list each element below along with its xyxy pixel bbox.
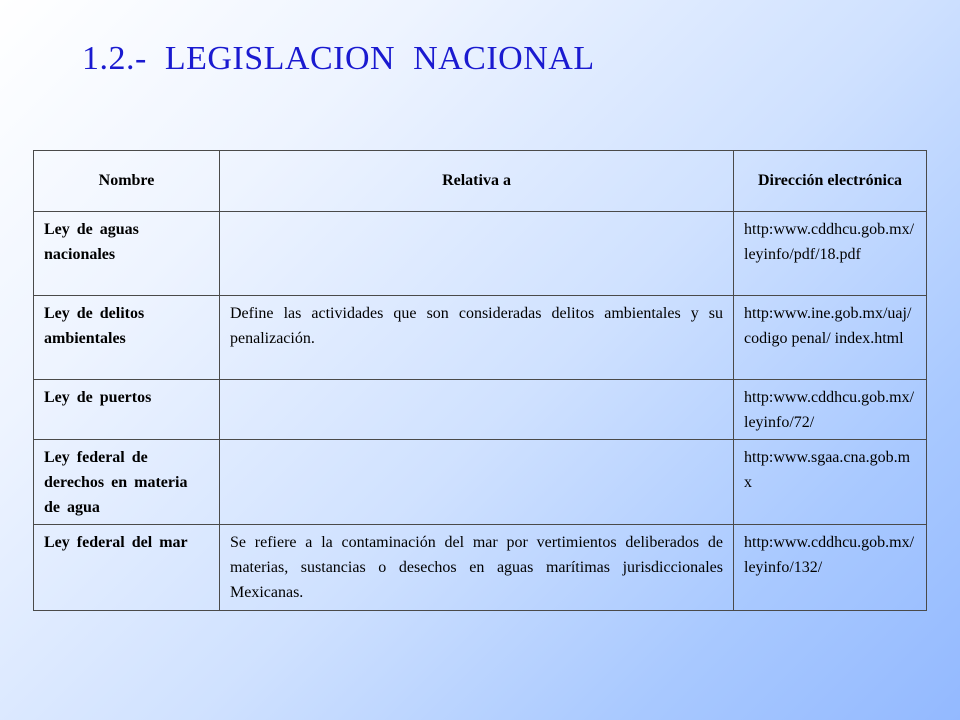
law-name: Ley de delitos ambientales <box>34 296 220 380</box>
legislation-table <box>33 150 927 611</box>
law-url[interactable]: http:www.sgaa.cna.gob.mx <box>734 440 927 525</box>
table-header-row <box>34 151 927 212</box>
table-row <box>34 525 927 611</box>
header-name: Nombre <box>34 151 220 212</box>
law-name: Ley de puertos <box>34 380 220 440</box>
law-url[interactable]: http:www.cddhcu.gob.mx/leyinfo/72/ <box>734 380 927 440</box>
table-row <box>34 212 927 296</box>
table-row <box>34 440 927 525</box>
header-relates: Relativa a <box>220 151 734 212</box>
law-name: Ley federal del mar <box>34 525 220 611</box>
law-description <box>220 380 734 440</box>
law-description: Se refiere a la contaminación del mar por vertimientos deliberados de materias, sustancias o desechos en aguas marítimas jurisdiccionales Mexicanas. <box>220 525 734 611</box>
table-row <box>34 296 927 380</box>
law-url[interactable]: http:www.cddhcu.gob.mx/leyinfo/132/ <box>734 525 927 611</box>
slide-title: 1.2.- LEGISLACION NACIONAL <box>82 40 595 77</box>
law-url[interactable]: http:www.ine.gob.mx/uaj/codigo penal/ index.html <box>734 296 927 380</box>
law-name: Ley federal de derechos en materia de agua <box>34 440 220 525</box>
law-name: Ley de aguas nacionales <box>34 212 220 296</box>
table-row <box>34 380 927 440</box>
law-description: Define las actividades que son consideradas delitos ambientales y su penalización. <box>220 296 734 380</box>
header-url: Dirección electrónica <box>734 151 927 212</box>
law-description <box>220 212 734 296</box>
law-description <box>220 440 734 525</box>
law-url[interactable]: http:www.cddhcu.gob.mx/leyinfo/pdf/18.pdf <box>734 212 927 296</box>
